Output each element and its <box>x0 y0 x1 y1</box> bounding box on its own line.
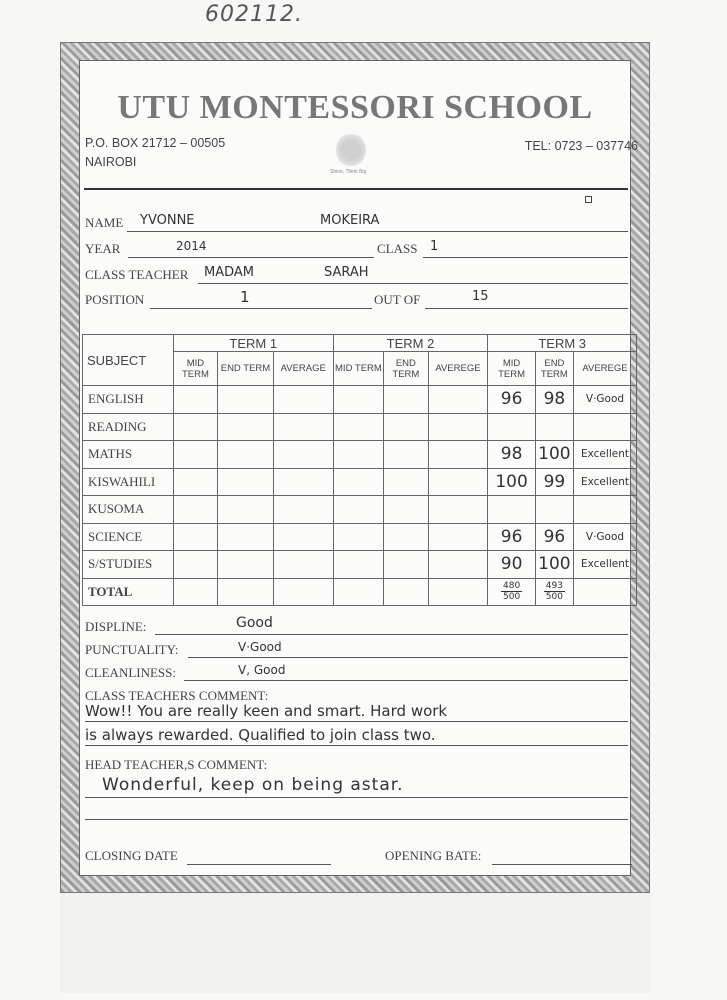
teacher-label: CLASS TEACHER <box>85 267 189 282</box>
empty-cell <box>273 386 333 414</box>
t3-mid-score <box>488 496 535 524</box>
subject-name: KUSOMA <box>83 496 174 524</box>
class-teacher-comment-label: CLASS TEACHERS COMMENT: <box>85 688 269 703</box>
t3-end-score <box>535 496 573 524</box>
t3-end-total-max: 500 <box>545 592 563 603</box>
head-teacher-comment-label: HEAD TEACHER,S COMMENT: <box>85 757 268 772</box>
report-card <box>79 60 638 876</box>
empty-cell <box>428 523 488 551</box>
empty-cell <box>273 441 333 469</box>
term-3-header: TERM 3 <box>488 335 637 352</box>
cleanliness-label: CLEANLINESS: <box>85 665 176 680</box>
empty-cell <box>218 386 274 414</box>
po-box: P.O. BOX 21712 – 00505 <box>85 136 226 150</box>
empty-cell <box>384 523 428 551</box>
checkbox-icon <box>585 196 592 203</box>
empty-cell <box>173 441 217 469</box>
last-name: MOKEIRA <box>320 213 380 228</box>
empty-cell <box>384 551 428 579</box>
t3-average-grade: V·Good <box>573 523 636 551</box>
empty-cell <box>333 496 384 524</box>
t3-mid-header: MID TERM <box>488 352 535 386</box>
discipline-label: DISPLINE: <box>85 619 147 634</box>
out-of-line <box>425 308 628 309</box>
t3-end-score: 99 <box>535 468 573 496</box>
t3-end-score <box>535 413 573 441</box>
t1-avg-header: AVERAGE <box>273 352 333 386</box>
t3-end-score: 100 <box>535 441 573 469</box>
empty-cell <box>173 496 217 524</box>
name-label: NAME <box>85 215 124 230</box>
empty-cell <box>384 496 428 524</box>
comment-line-1 <box>85 721 628 722</box>
header-divider <box>84 188 628 190</box>
decorative-border <box>60 42 650 893</box>
table-header-row <box>83 335 637 352</box>
city: NAIROBI <box>85 155 137 169</box>
empty-cell <box>384 413 428 441</box>
empty-cell <box>333 468 384 496</box>
teacher-first: MADAM <box>204 265 255 280</box>
subject-name: ENGLISH <box>83 386 174 414</box>
empty-cell <box>333 413 384 441</box>
position-label: POSITION <box>85 292 145 307</box>
class-line <box>423 257 628 258</box>
head-comment-line-1 <box>85 797 628 798</box>
empty-cell <box>384 441 428 469</box>
empty-cell <box>428 496 488 524</box>
school-name: UTU MONTESSORI SCHOOL <box>117 89 593 126</box>
t2-mid-header: MID TERM <box>333 352 384 386</box>
cleanliness-value: V, Good <box>238 663 286 677</box>
grades-table <box>82 334 637 606</box>
t3-mid-score: 96 <box>488 523 535 551</box>
t3-average-grade: Excellent <box>573 551 636 579</box>
discipline-line <box>155 634 628 635</box>
t3-end-total-score: 493 <box>545 581 563 592</box>
total-label: TOTAL <box>83 578 174 606</box>
empty-cell <box>273 413 333 441</box>
table-row <box>83 496 637 524</box>
table-row <box>83 386 637 414</box>
name-line <box>127 231 628 232</box>
empty-cell <box>218 496 274 524</box>
year-line <box>128 257 374 258</box>
total-row <box>83 578 637 606</box>
bleed-through-area <box>60 893 650 993</box>
empty-cell <box>218 468 274 496</box>
subject-header: SUBJECT <box>83 335 174 386</box>
opening-date-label: OPENING BATE: <box>385 848 482 863</box>
comment-line-2 <box>85 745 628 746</box>
table-row <box>83 413 637 441</box>
empty-cell <box>273 496 333 524</box>
head-comment-line-2 <box>85 819 628 820</box>
empty-cell <box>218 413 274 441</box>
year-value: 2014 <box>176 239 207 253</box>
teacher-last: SARAH <box>324 265 369 280</box>
t3-end-score: 96 <box>535 523 573 551</box>
empty-cell <box>173 413 217 441</box>
subject-name: MATHS <box>83 441 174 469</box>
punctuality-label: PUNCTUALITY: <box>85 642 179 657</box>
closing-date-line <box>187 864 331 865</box>
t3-mid-total-score: 480 <box>503 581 521 592</box>
t3-mid-score: 98 <box>488 441 535 469</box>
punctuality-line <box>188 657 628 658</box>
t3-end-score: 98 <box>535 386 573 414</box>
t1-mid-header: MID TERM <box>173 352 217 386</box>
first-name: YVONNE <box>140 213 195 228</box>
class-value: 1 <box>430 239 439 254</box>
t3-end-header: END TERM <box>535 352 573 386</box>
term-2-header: TERM 2 <box>333 335 488 352</box>
t3-average-grade <box>573 496 636 524</box>
empty-cell <box>333 441 384 469</box>
t1-end-header: END TERM <box>218 352 274 386</box>
reference-number: 602112. <box>205 2 303 27</box>
cleanliness-line <box>184 680 628 681</box>
year-label: YEAR <box>85 241 121 256</box>
empty-cell <box>218 441 274 469</box>
t3-average-grade: Excellent <box>573 441 636 469</box>
empty-cell <box>428 468 488 496</box>
table-row <box>83 441 637 469</box>
empty-cell <box>384 468 428 496</box>
subject-name: SCIENCE <box>83 523 174 551</box>
t3-mid-score: 96 <box>488 386 535 414</box>
empty-cell <box>428 441 488 469</box>
telephone: TEL: 0723 – 037746 <box>524 139 638 153</box>
t3-average-grade <box>573 413 636 441</box>
empty-cell <box>333 386 384 414</box>
out-of-value: 15 <box>472 289 489 304</box>
class-teacher-comment-line-2: is always rewarded. Qualified to join class two. <box>85 726 436 744</box>
term-1-header: TERM 1 <box>173 335 333 352</box>
t3-average-grade: V·Good <box>573 386 636 414</box>
out-of-label: OUT OF <box>374 292 421 307</box>
empty-cell <box>273 523 333 551</box>
empty-cell <box>428 551 488 579</box>
empty-cell <box>173 523 217 551</box>
head-teacher-comment: Wonderful, keep on being astar. <box>102 775 404 795</box>
empty-cell <box>428 413 488 441</box>
t3-end-score: 100 <box>535 551 573 579</box>
empty-cell <box>273 468 333 496</box>
t3-mid-total <box>488 578 535 606</box>
t2-end-header: END TERM <box>384 352 428 386</box>
t2-avg-header: AVEREGE <box>428 352 488 386</box>
empty-cell <box>384 386 428 414</box>
position-value: 1 <box>240 288 250 306</box>
empty-cell <box>218 551 274 579</box>
empty-cell <box>173 386 217 414</box>
subject-name: READING <box>83 413 174 441</box>
empty-cell <box>428 386 488 414</box>
table-row <box>83 468 637 496</box>
table-row <box>83 523 637 551</box>
t3-mid-score <box>488 413 535 441</box>
school-logo-icon <box>336 133 366 167</box>
empty-cell <box>173 551 217 579</box>
t3-end-total <box>535 578 573 606</box>
t3-average-grade: Excellent <box>573 468 636 496</box>
subject-name: S/STUDIES <box>83 551 174 579</box>
subject-name: KISWAHILI <box>83 468 174 496</box>
logo-motto: Shine, Think Big <box>330 169 367 175</box>
closing-date-label: CLOSING DATE <box>85 848 178 863</box>
t3-avg-header: AVEREGE <box>573 352 636 386</box>
class-teacher-comment-line-1: Wow!! You are really keen and smart. Hard work <box>85 702 448 720</box>
teacher-line <box>198 283 628 284</box>
empty-cell <box>273 551 333 579</box>
empty-cell <box>333 551 384 579</box>
empty-cell <box>333 523 384 551</box>
t3-mid-score: 100 <box>488 468 535 496</box>
empty-cell <box>173 468 217 496</box>
discipline-value: Good <box>236 615 273 631</box>
t3-mid-score: 90 <box>488 551 535 579</box>
empty-cell <box>218 523 274 551</box>
position-line <box>150 308 372 309</box>
t3-mid-total-max: 500 <box>503 592 521 603</box>
opening-date-line <box>492 864 632 865</box>
class-label: CLASS <box>377 241 418 256</box>
table-row <box>83 551 637 579</box>
punctuality-value: V·Good <box>238 640 282 654</box>
